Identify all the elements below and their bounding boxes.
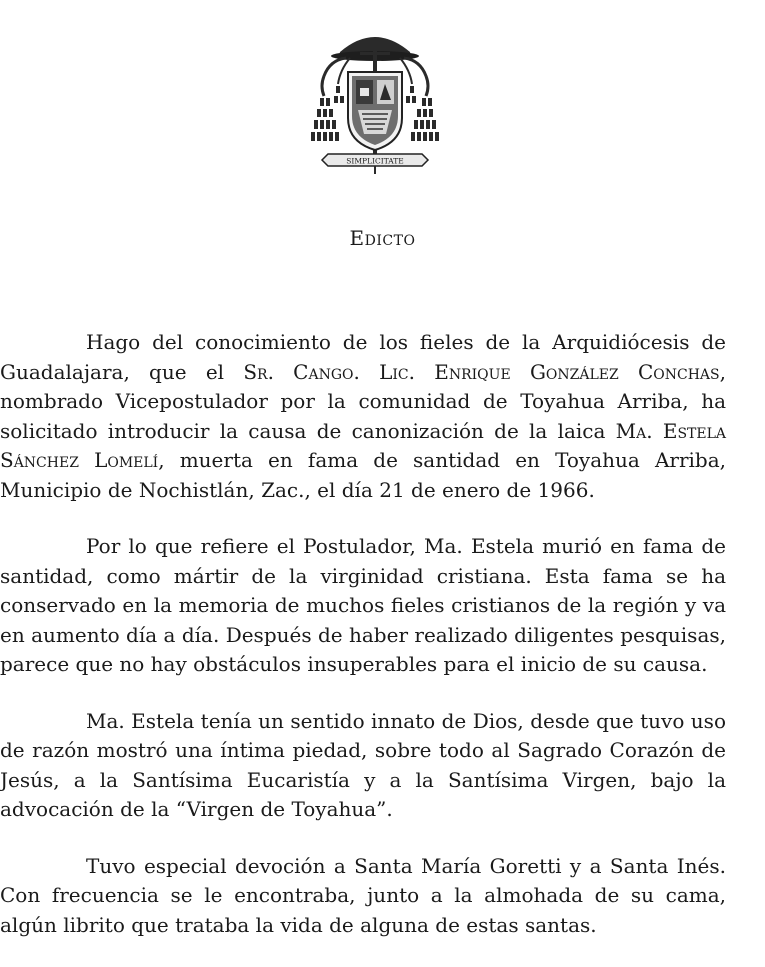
paragraph-4: Tuvo especial devoción a Santa María Goretti y a Santa Inés. Con frecuencia se le encontraba, junto a la almohada de su cama, algún librito que trataba la vida de alguna de estas santas. bbox=[0, 853, 726, 937]
paragraph-1-text-c: , muerta en fama de santidad en Toyahua Arriba, Municipio de Nochistlán, Zac., el día 21 de enero de 1966. bbox=[0, 448, 726, 502]
page-title: Edicto bbox=[349, 226, 416, 250]
paragraph-1 bbox=[0, 328, 726, 505]
crest-motto: SIMPLICITATE bbox=[346, 156, 404, 166]
coat-of-arms bbox=[300, 14, 450, 176]
vicepostulator-name: Sr. Cango. Lic. Enrique González Conchas bbox=[243, 359, 720, 384]
servant-of-god-name: Ma. Estela Sánchez Lomelí bbox=[0, 418, 726, 472]
paragraph-3: Ma. Estela tenía un sentido innato de Dios, desde que tuvo uso de razón mostró una íntima piedad, sobre todo al Sagrado Corazón de Jesús, a la Santísima Eucaristía y a la Santísima Virgen, bajo la advocación de la “Virgen de Toyahua”. bbox=[0, 708, 726, 821]
paragraph-1-text-a: Hago del conocimiento de los fieles de la Arquidiócesis de Guadalajara, que el bbox=[0, 330, 726, 384]
edict-body bbox=[0, 328, 726, 967]
paragraph-1-text-b: , nombrado Vicepostulador por la comunidad de Toyahua Arriba, ha solicitado introducir la causa de canonización de la laica bbox=[0, 359, 726, 443]
paragraph-2: Por lo que refiere el Postulador, Ma. Estela murió en fama de santidad, como mártir de la virginidad cristiana. Esta fama se ha conservado en la memoria de muchos fieles cristianos de la región y va en aumento día a día. Después de haber realizado diligentes pesquisas, parece que no hay obstáculos insuperables para el inicio de su causa. bbox=[0, 534, 726, 676]
